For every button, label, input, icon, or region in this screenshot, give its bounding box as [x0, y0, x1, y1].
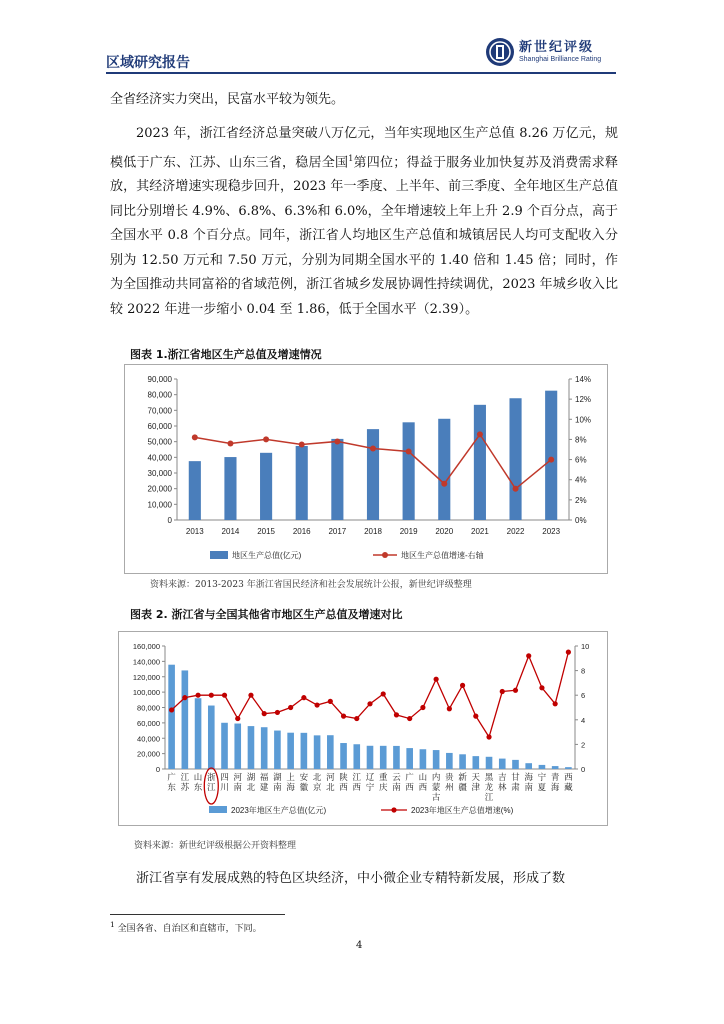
x-tick-label: 2016	[292, 527, 311, 536]
growth-point	[486, 734, 491, 739]
growth-point	[447, 706, 452, 711]
x-tick-label: 西	[418, 782, 428, 792]
x-tick-label: 北	[246, 782, 256, 792]
x-tick-label: 宁	[537, 772, 547, 782]
growth-point	[192, 434, 198, 440]
growth-point	[235, 716, 240, 721]
figure-2-source: 资料来源：新世纪评级根据公开资料整理	[134, 841, 297, 851]
x-tick-label: 津	[471, 782, 481, 792]
x-tick-label: 北	[326, 782, 335, 792]
growth-point	[195, 693, 200, 698]
x-tick-label: 南	[273, 782, 282, 792]
x-tick-label: 云	[392, 772, 401, 782]
bar	[474, 405, 486, 520]
figure-2-svg	[119, 632, 607, 825]
x-tick-label: 宁	[365, 782, 375, 792]
x-tick-label: 西	[564, 772, 573, 782]
growth-point	[473, 714, 478, 719]
y-tick-label-left: 100,000	[132, 688, 160, 698]
x-tick-label: 内	[431, 772, 441, 782]
y-tick-label-right: 6%	[575, 455, 587, 465]
bar	[539, 765, 546, 769]
x-tick-label: 福	[259, 772, 269, 782]
growth-point	[169, 707, 174, 712]
y-tick-label-left: 10,000	[147, 500, 172, 510]
bar	[327, 735, 334, 769]
y-tick-label-left: 160,000	[132, 642, 160, 651]
bar	[525, 763, 532, 769]
growth-point	[434, 677, 439, 682]
x-tick-label: 广	[405, 772, 414, 782]
header-divider	[106, 72, 616, 74]
x-tick-label: 徽	[299, 782, 309, 792]
x-tick-label: 川	[220, 782, 229, 792]
legend-bar-swatch	[209, 806, 227, 813]
x-tick-label: 上	[286, 772, 295, 782]
x-tick-label: 南	[233, 782, 242, 792]
growth-point	[334, 438, 340, 444]
bar	[274, 731, 281, 769]
bar	[331, 439, 343, 520]
y-tick-label-left: 50,000	[147, 437, 172, 447]
y-tick-label-left: 30,000	[147, 469, 172, 478]
x-tick-label: 疆	[458, 782, 467, 792]
bar	[234, 724, 241, 769]
y-tick-label-left: 40,000	[147, 453, 172, 463]
x-tick-label: 苏	[180, 782, 190, 792]
growth-point	[367, 701, 372, 706]
y-tick-label-right: 10	[581, 642, 590, 651]
x-tick-label: 甘	[511, 772, 520, 782]
x-tick-label: 天	[471, 772, 481, 782]
growth-point	[182, 695, 187, 700]
y-tick-label-left: 40,000	[137, 734, 160, 744]
growth-point	[328, 699, 333, 704]
growth-point	[222, 693, 227, 698]
bar	[499, 759, 506, 769]
growth-point	[381, 691, 386, 696]
growth-point	[248, 693, 253, 698]
y-tick-label-left: 0	[155, 765, 160, 774]
bar	[473, 756, 480, 769]
bar	[459, 754, 466, 769]
x-tick-label: 广	[167, 772, 176, 782]
x-tick-label: 海	[550, 782, 560, 792]
x-tick-label: 山	[193, 772, 203, 782]
legend-bar-label: 2023年地区生产总值(亿元)	[231, 806, 327, 815]
bar	[367, 429, 379, 520]
x-tick-label: 青	[550, 772, 560, 782]
y-tick-label-left: 60,000	[137, 718, 160, 728]
growth-point	[420, 705, 425, 710]
x-tick-label: 2020	[435, 527, 454, 536]
legend-bar-label: 地区生产总值(亿元)	[232, 551, 302, 560]
y-tick-label-left: 80,000	[137, 703, 160, 713]
growth-point	[407, 716, 412, 721]
y-tick-label-left: 20,000	[147, 484, 172, 494]
logo-name-en: Shanghai Brilliance Rating	[519, 56, 602, 63]
x-tick-label: 陕	[339, 772, 348, 782]
x-tick-label: 四	[220, 772, 229, 782]
y-tick-label-right: 8	[581, 666, 586, 676]
paragraph-3: 浙江省享有发展成熟的特色区块经济，中小微企业专精特新发展，形成了数	[136, 871, 566, 886]
bar	[296, 446, 308, 520]
growth-point	[370, 445, 376, 451]
growth-point	[341, 714, 346, 719]
growth-point	[406, 449, 412, 455]
bar	[403, 422, 415, 520]
growth-point	[539, 685, 544, 690]
x-tick-label: 东	[193, 782, 203, 792]
bar	[486, 757, 493, 769]
bar	[446, 753, 453, 769]
x-tick-label: 江	[352, 772, 362, 782]
y-tick-label-right: 8%	[575, 435, 587, 445]
legend-line-label: 2023年地区生产总值增速(%)	[411, 806, 514, 815]
y-tick-label-left: 20,000	[137, 749, 160, 759]
x-tick-label: 2022	[506, 527, 525, 536]
x-tick-label: 河	[326, 772, 335, 782]
paragraph-2-part-a: 2023 年，浙江省经济总量突破八万亿元，当年实现地区生产总值 8.26 万亿元，规模低于广东、江苏、山东三省，稳居全国	[110, 126, 618, 170]
footnote-text: 全国各省、自治区和直辖市，下同。	[117, 924, 262, 934]
bar	[221, 723, 228, 769]
growth-point	[526, 653, 531, 658]
y-tick-label-right: 10%	[575, 415, 592, 425]
legend-line-marker	[391, 807, 396, 812]
bar	[552, 766, 559, 769]
y-tick-label-right: 4	[581, 715, 586, 725]
growth-point	[299, 441, 305, 447]
x-tick-label: 西	[339, 782, 348, 792]
x-tick-label: 建	[259, 782, 269, 792]
growth-point	[477, 431, 483, 437]
figure-1-source: 资料来源：2013-2023 年浙江省国民经济和社会发展统计公报，新世纪评级整理	[150, 580, 472, 590]
x-tick-label: 蒙	[431, 782, 441, 792]
bar	[438, 419, 450, 520]
x-tick-label: 海	[524, 772, 533, 782]
y-tick-label-left: 60,000	[147, 422, 172, 431]
x-tick-label: 2019	[399, 527, 418, 536]
x-tick-label: 2017	[328, 527, 347, 536]
bar	[301, 733, 308, 769]
bar	[367, 746, 374, 769]
figure-2-caption: 图表 2. 浙江省与全国其他省市地区生产总值及增速对比	[130, 608, 403, 621]
x-tick-label: 2013	[185, 527, 204, 536]
bar	[545, 391, 557, 520]
logo-name-cn: 新世纪评级	[519, 40, 595, 55]
x-tick-label: 山	[418, 772, 428, 782]
bar	[224, 457, 236, 520]
bar	[287, 733, 294, 769]
logo-emblem-icon	[485, 37, 515, 67]
bar	[420, 749, 427, 769]
x-tick-label: 海	[286, 782, 295, 792]
x-tick-label: 江	[207, 782, 216, 792]
x-tick-label: 藏	[564, 782, 573, 792]
x-tick-label: 肃	[511, 782, 520, 792]
y-tick-label-left: 120,000	[132, 672, 160, 682]
bar	[406, 748, 413, 769]
y-tick-label-right: 4%	[575, 475, 587, 485]
bar	[182, 670, 189, 769]
growth-point	[262, 711, 267, 716]
bar	[393, 746, 400, 769]
x-tick-label: 江	[484, 792, 494, 802]
y-tick-label-right: 0%	[575, 516, 587, 525]
x-tick-label: 西	[352, 782, 362, 792]
y-tick-label-right: 12%	[575, 395, 592, 405]
x-tick-label: 安	[299, 772, 309, 782]
paragraph-2	[110, 122, 618, 322]
x-tick-label: 河	[233, 772, 242, 782]
x-tick-label: 南	[392, 782, 401, 792]
bar	[195, 698, 202, 769]
y-tick-label-left: 140,000	[132, 657, 160, 667]
paragraph-1: 全省经济实力突出，民富水平较为领先。	[110, 92, 345, 107]
growth-line	[172, 652, 569, 737]
bar	[248, 726, 255, 769]
y-tick-label-right: 0	[581, 765, 586, 774]
figure-1-svg	[125, 365, 607, 573]
y-tick-label-right: 14%	[575, 375, 592, 384]
x-tick-label: 夏	[537, 782, 547, 792]
y-tick-label-right: 2	[581, 740, 586, 750]
bar	[433, 750, 440, 769]
footnote	[110, 920, 262, 934]
x-tick-label: 重	[378, 772, 388, 782]
bar	[208, 706, 215, 769]
footnote-ref[interactable]: 1	[348, 153, 354, 163]
x-tick-label: 2014	[221, 527, 240, 536]
growth-point	[500, 689, 505, 694]
growth-point	[263, 436, 269, 442]
x-tick-label: 庆	[378, 782, 388, 792]
x-tick-label: 浙	[207, 772, 216, 782]
bar	[353, 744, 360, 769]
x-tick-label: 林	[498, 782, 507, 792]
x-tick-label: 北	[312, 772, 322, 782]
bar	[261, 727, 268, 769]
x-tick-label: 南	[524, 782, 533, 792]
growth-point	[275, 710, 280, 715]
x-tick-label: 辽	[365, 772, 375, 782]
growth-point	[301, 695, 306, 700]
footnote-mark: 1	[110, 920, 115, 929]
legend-line-marker	[382, 552, 388, 558]
growth-point	[566, 650, 571, 655]
footnote-divider	[110, 914, 285, 915]
x-tick-label: 2021	[471, 527, 489, 536]
page-number: 4	[356, 940, 363, 951]
x-tick-label: 吉	[498, 772, 507, 782]
growth-point	[209, 693, 214, 698]
x-tick-label: 东	[167, 782, 176, 792]
bar	[340, 743, 347, 769]
x-tick-label: 古	[431, 792, 441, 802]
y-tick-label-left: 90,000	[147, 375, 172, 384]
growth-point	[354, 716, 359, 721]
growth-point	[441, 481, 447, 487]
growth-point	[288, 705, 293, 710]
paragraph-2-part-b: 第四位；得益于服务业加快复苏及消费需求释放，其经济增速实现稳步回升，2023 年一季度、上半年、前三季度、全年地区生产总值同比分别增长 4.9%、6.8%、6.3%和 6.0%，全年增速较上年上升 2.9 个百分点，高于全国水平 0.8 个百分点。同年，浙江省人均地区生产总值和城镇居民人均可支配收入分别为 12.50 万元和 7.50 万元，分别为同期全国水平的 1.40 倍和 1.45 倍；同时，作为全国推动共同富裕的省域范例，浙江省城乡发展协调性持续调优，2023 年城乡收入比较 2022 年进一步缩小 0.04 至 1.86，低于全国水平（2.39）。	[110, 154, 618, 317]
growth-point	[513, 486, 519, 492]
x-tick-label: 黑	[484, 772, 494, 782]
legend-line-label: 地区生产总值增速-右轴	[401, 551, 484, 560]
bar	[380, 746, 387, 769]
bar	[512, 760, 519, 769]
growth-point	[314, 702, 319, 707]
x-tick-label: 京	[312, 782, 322, 792]
x-tick-label: 新	[458, 772, 467, 782]
figure-1-chart	[124, 364, 608, 574]
growth-point	[227, 440, 233, 446]
growth-point	[553, 701, 558, 706]
growth-point	[548, 457, 554, 463]
x-tick-label: 州	[445, 782, 454, 792]
figure-2-chart	[118, 631, 608, 826]
bar	[168, 665, 175, 769]
y-tick-label-left: 80,000	[147, 390, 172, 400]
bar	[565, 767, 572, 769]
growth-point	[460, 683, 465, 688]
figure-1-caption: 图表 1.浙江省地区生产总值及增速情况	[130, 348, 322, 361]
bar	[314, 735, 321, 769]
x-tick-label: 龙	[484, 782, 494, 792]
y-tick-label-right: 2%	[575, 495, 587, 505]
y-tick-label-right: 6	[581, 691, 586, 701]
x-tick-label: 西	[405, 782, 414, 792]
growth-point	[394, 712, 399, 717]
legend-bar-swatch	[210, 551, 228, 559]
x-tick-label: 湖	[246, 772, 256, 782]
bar	[260, 453, 272, 520]
company-logo	[485, 35, 620, 71]
growth-point	[513, 688, 518, 693]
bar	[189, 461, 201, 520]
report-section-title: 区域研究报告	[106, 55, 190, 71]
y-tick-label-left: 0	[167, 516, 172, 525]
x-tick-label: 2015	[257, 527, 275, 536]
x-tick-label: 2023	[542, 527, 561, 536]
x-tick-label: 贵	[445, 772, 454, 782]
y-tick-label-left: 70,000	[147, 406, 172, 416]
x-tick-label: 2018	[364, 527, 382, 536]
bar	[509, 398, 521, 520]
x-tick-label: 江	[180, 772, 190, 782]
x-tick-label: 湖	[273, 772, 282, 782]
